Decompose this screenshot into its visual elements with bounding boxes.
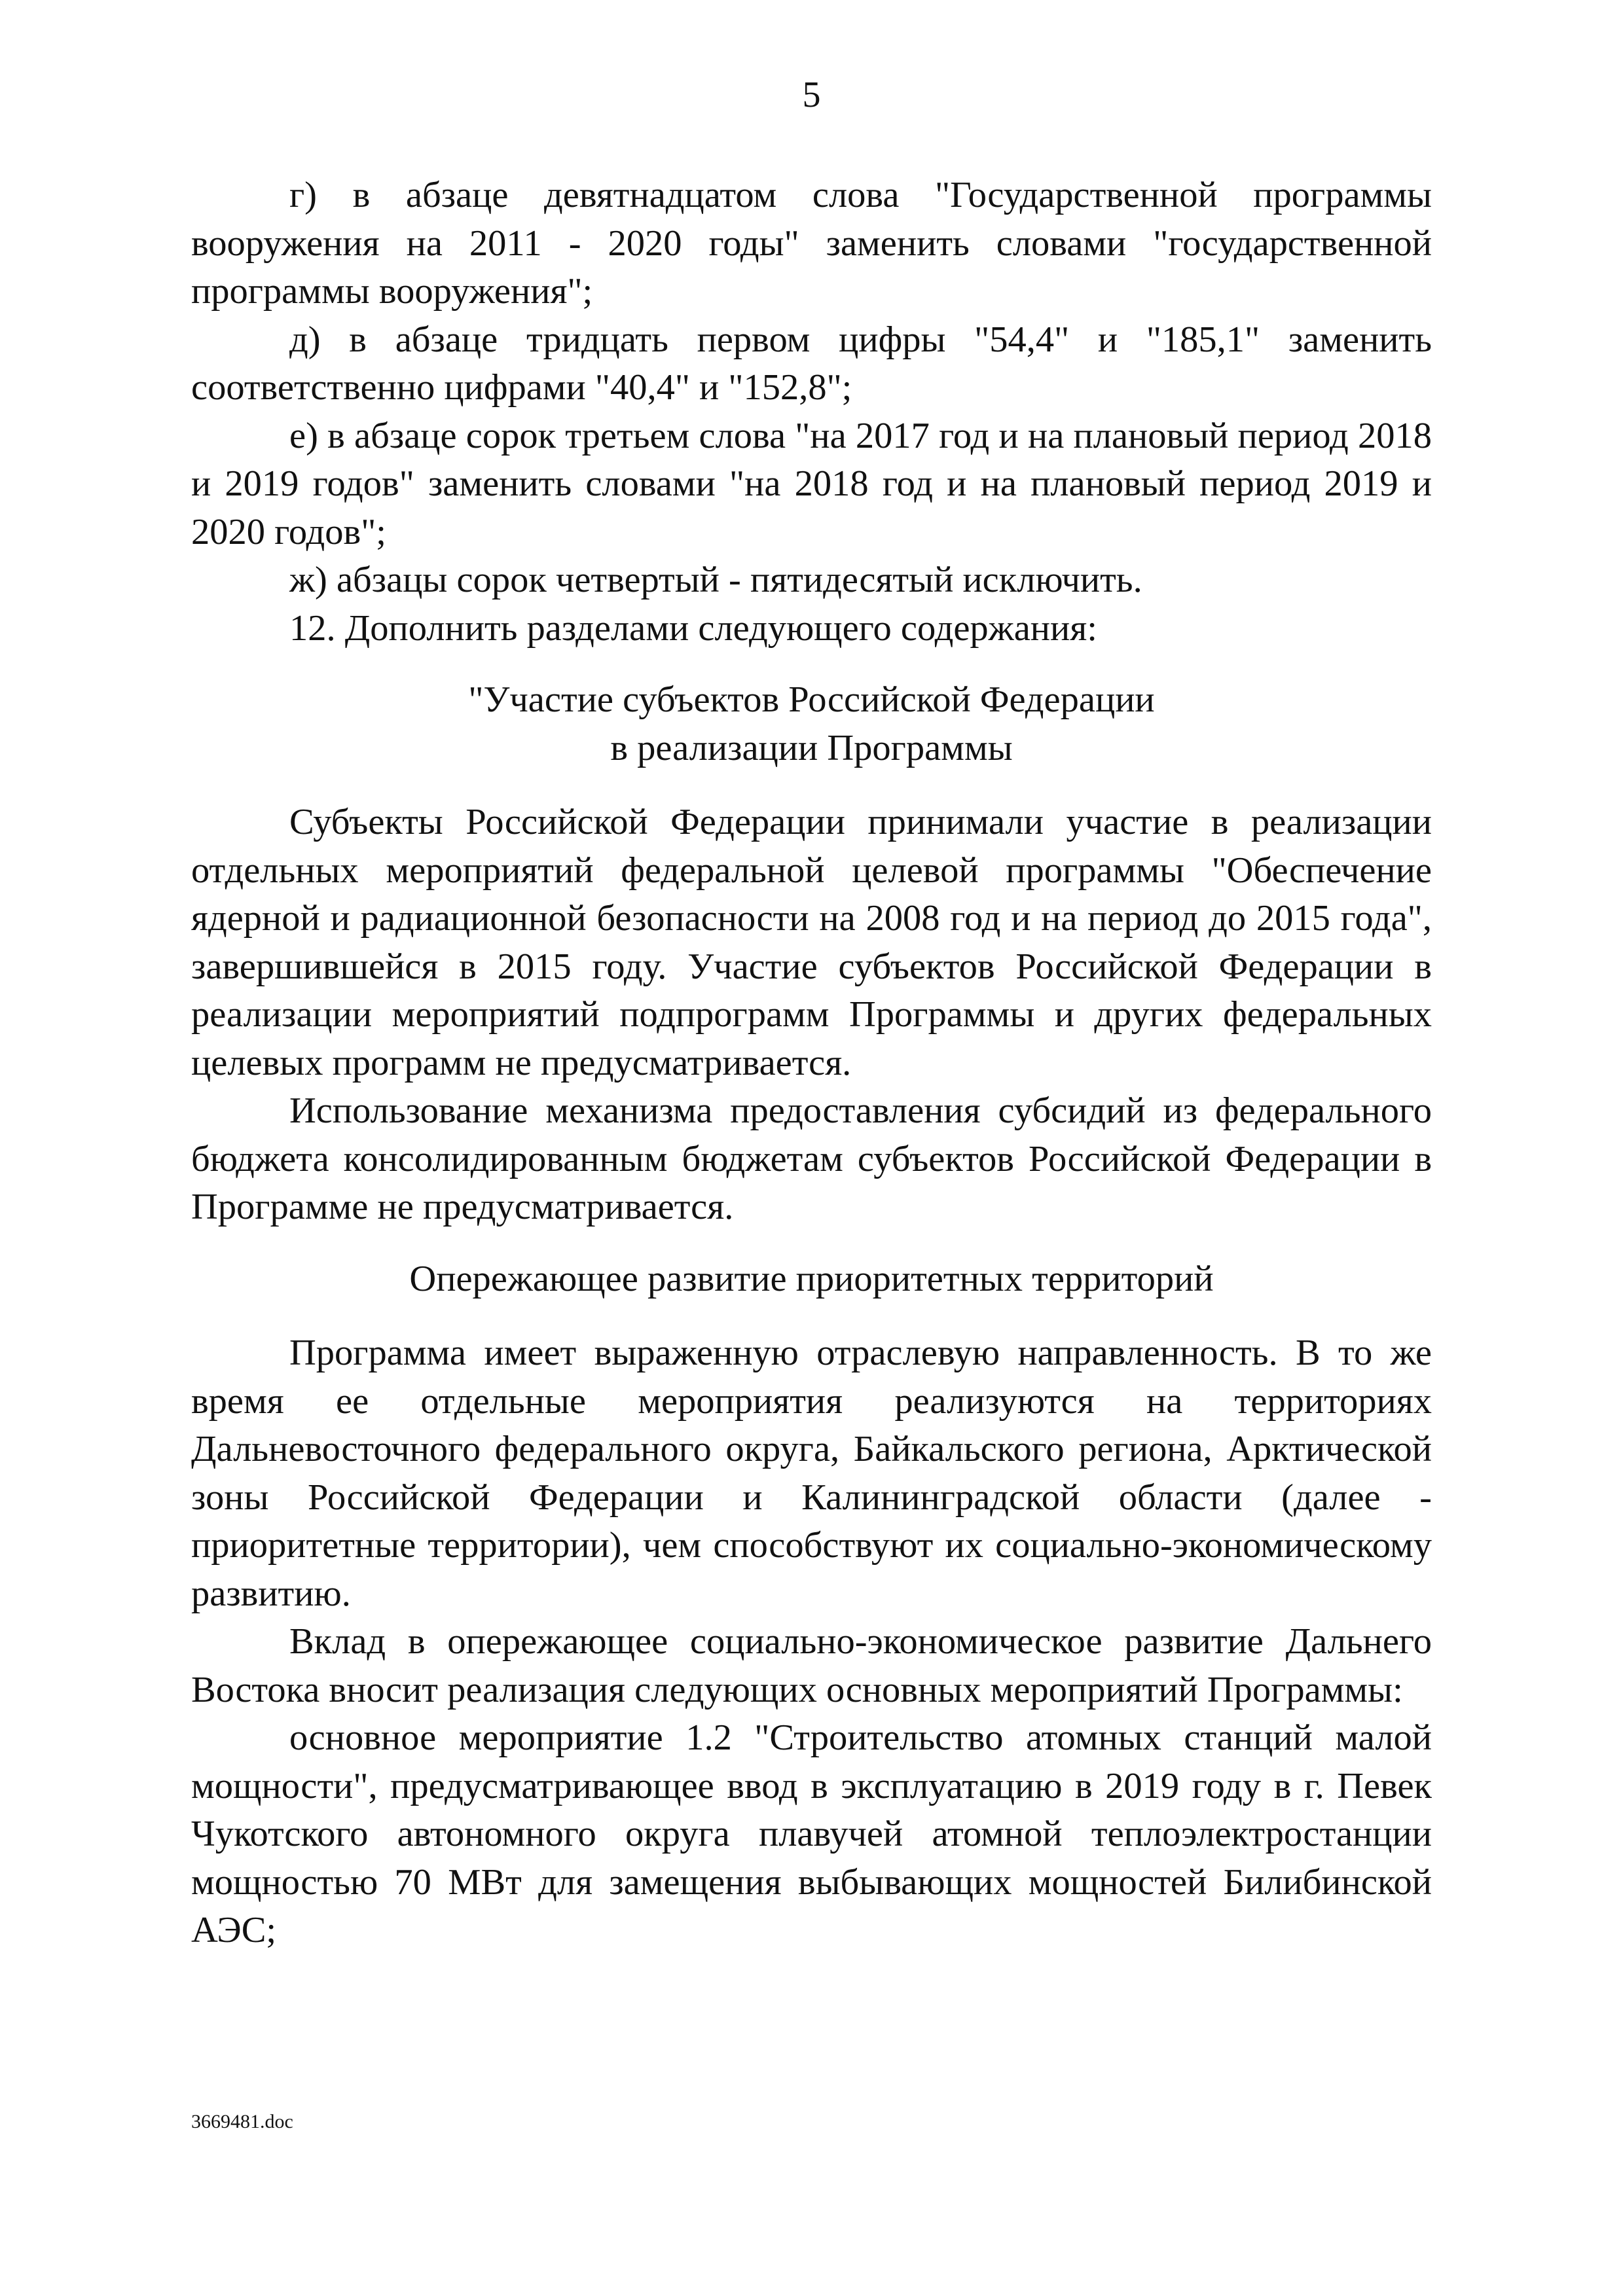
spacer [191, 653, 1432, 676]
paragraph: основное мероприятие 1.2 "Строительство атомных станций малой мощности", предусматривающее ввод в эксплуатацию в 2019 году в г. Певек Чукотского автономного округа плавучей атомной теплоэлектростанции мощностью 70 МВт для замещения выбывающих мощностей Билибинской АЭС; [191, 1717, 1432, 1950]
amendment-g: г) в абзаце девятнадцатом слова "Государственной программы вооружения на 2011 - 2020 годы" заменить словами "государственной программы вооружения"; [191, 175, 1432, 312]
page-number: 5 [802, 75, 821, 115]
document-filename: 3669481.doc [191, 2111, 293, 2132]
document-body [191, 171, 1432, 1955]
paragraph: Вклад в опережающее социально-экономическое развитие Дальнего Востока вносит реализация следующих основных мероприятий Программы: [191, 1621, 1432, 1710]
section-title-line: в реализации Программы [610, 727, 1013, 768]
amendment-e: е) в абзаце сорок третьем слова "на 2017 год и на плановый период 2018 и 2019 годов" заменить словами "на 2018 год и на плановый период 2019 и 2020 годов"; [191, 415, 1432, 552]
section-title-line: "Участие субъектов Российской Федерации [468, 679, 1155, 720]
paragraph: Использование механизма предоставления субсидий из федерального бюджета консолидированным бюджетам субъектов Российской Федерации в Программе не предусматривается. [191, 1090, 1432, 1227]
spacer [191, 1303, 1432, 1329]
item-12: 12. Дополнить разделами следующего содержания: [289, 607, 1097, 649]
section-heading-territories: Опережающее развитие приоритетных территорий [409, 1258, 1214, 1299]
amendment-zh: ж) абзацы сорок четвертый - пятидесятый исключить. [289, 560, 1142, 600]
paragraph: Программа имеет выраженную отраслевую направленность. В то же время ее отдельные мероприятия реализуются на территориях Дальневосточного федерального округа, Байкальского региона, Арктической зоны Российской Федерации и Калининградской области (далее - приоритетные территории), чем способствуют их социально-экономическому развитию. [191, 1333, 1432, 1614]
amendment-d: д) в абзаце тридцать первом цифры "54,4" и "185,1" заменить соответственно цифрами "40,4" и "152,8"; [191, 319, 1432, 408]
paragraph: Субъекты Российской Федерации принимали участие в реализации отдельных мероприятий федеральной целевой программы "Обеспечение ядерной и радиационной безопасности на 2008 год и на период до 2015 года", завершившейся в 2015 году. Участие субъектов Российской Федерации в реализации мероприятий подпрограмм Программы и других федеральных целевых программ не предусматривается. [191, 802, 1432, 1083]
spacer [191, 1232, 1432, 1255]
section-heading-regions [191, 676, 1432, 772]
spacer [191, 772, 1432, 798]
